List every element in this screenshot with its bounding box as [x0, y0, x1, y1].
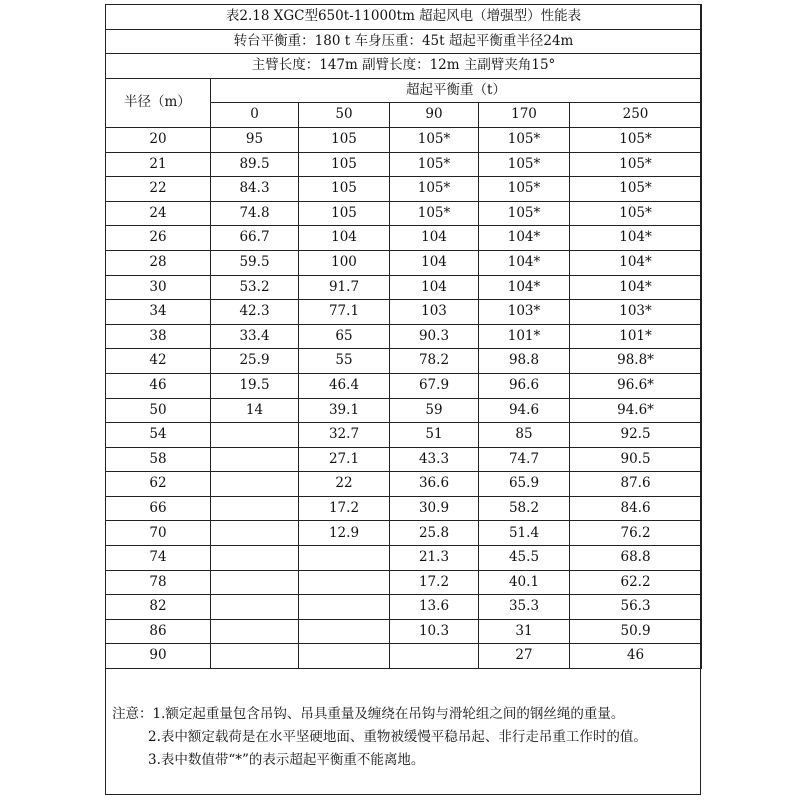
capacity-cell: 68.8 — [570, 546, 702, 571]
capacity-cell — [211, 570, 299, 595]
capacity-cell: 84.3 — [211, 177, 299, 202]
radius-cell: 58 — [106, 447, 211, 472]
counterweight-header: 超起平衡重（t） — [211, 78, 702, 103]
capacity-cell: 77.1 — [299, 300, 390, 325]
capacity-cell: 105* — [390, 127, 479, 152]
table-row — [106, 595, 702, 620]
capacity-cell — [299, 570, 390, 595]
capacity-cell: 105* — [570, 152, 702, 177]
capacity-cell: 56.3 — [570, 595, 702, 620]
table-row — [106, 521, 702, 546]
capacity-cell: 105 — [299, 201, 390, 226]
column-header: 0 — [211, 103, 299, 128]
capacity-cell: 105* — [570, 127, 702, 152]
radius-cell: 34 — [106, 300, 211, 325]
capacity-cell: 62.2 — [570, 570, 702, 595]
capacity-cell: 101* — [570, 324, 702, 349]
capacity-cell: 104* — [570, 250, 702, 275]
table-row — [106, 250, 702, 275]
capacity-cell: 25.9 — [211, 349, 299, 374]
capacity-cell: 98.8 — [479, 349, 570, 374]
note-line-1: 注意：1.额定起重量包含吊钩、吊具重量及缠绕在吊钩与滑轮组之间的钢丝绳的重量。 — [112, 706, 625, 722]
table-subtitle-boom: 主臂长度：147m 副臂长度：12m 主副臂夹角15° — [106, 54, 702, 79]
column-header: 250 — [570, 103, 702, 128]
radius-cell: 28 — [106, 250, 211, 275]
radius-cell: 74 — [106, 546, 211, 571]
capacity-cell: 17.2 — [390, 570, 479, 595]
table-title: 表2.18 XGC型650t-11000tm 超起风电（增强型）性能表 — [106, 5, 702, 30]
capacity-cell: 50.9 — [570, 619, 702, 644]
capacity-cell: 22 — [299, 472, 390, 497]
table-row — [106, 447, 702, 472]
capacity-cell: 36.6 — [390, 472, 479, 497]
capacity-cell: 98.8* — [570, 349, 702, 374]
radius-cell: 42 — [106, 349, 211, 374]
radius-cell: 20 — [106, 127, 211, 152]
radius-cell: 62 — [106, 472, 211, 497]
capacity-cell: 104 — [390, 250, 479, 275]
capacity-cell: 90.5 — [570, 447, 702, 472]
capacity-cell: 105* — [479, 201, 570, 226]
capacity-cell: 104* — [479, 250, 570, 275]
radius-cell: 22 — [106, 177, 211, 202]
capacity-cell — [211, 644, 299, 669]
capacity-cell: 43.3 — [390, 447, 479, 472]
table-row — [106, 324, 702, 349]
radius-cell: 46 — [106, 373, 211, 398]
column-header: 50 — [299, 103, 390, 128]
radius-cell: 86 — [106, 619, 211, 644]
capacity-cell: 104 — [299, 226, 390, 251]
capacity-cell — [211, 595, 299, 620]
capacity-cell: 27 — [479, 644, 570, 669]
capacity-cell: 104 — [390, 226, 479, 251]
capacity-cell: 104* — [570, 275, 702, 300]
table-row — [106, 373, 702, 398]
capacity-cell: 21.3 — [390, 546, 479, 571]
capacity-cell: 32.7 — [299, 423, 390, 448]
radius-cell: 54 — [106, 423, 211, 448]
capacity-cell: 90.3 — [390, 324, 479, 349]
performance-table — [105, 4, 702, 669]
table-row — [106, 226, 702, 251]
capacity-cell: 14 — [211, 398, 299, 423]
table-row — [106, 570, 702, 595]
table-row — [106, 152, 702, 177]
capacity-cell: 76.2 — [570, 521, 702, 546]
capacity-cell: 74.8 — [211, 201, 299, 226]
capacity-cell: 42.3 — [211, 300, 299, 325]
capacity-cell — [299, 595, 390, 620]
capacity-cell — [211, 521, 299, 546]
capacity-cell — [299, 546, 390, 571]
capacity-cell: 55 — [299, 349, 390, 374]
capacity-cell: 51.4 — [479, 521, 570, 546]
capacity-cell: 100 — [299, 250, 390, 275]
capacity-cell: 65.9 — [479, 472, 570, 497]
table-row — [106, 177, 702, 202]
capacity-cell — [299, 619, 390, 644]
capacity-cell: 105* — [479, 127, 570, 152]
capacity-cell: 25.8 — [390, 521, 479, 546]
capacity-cell: 105* — [390, 177, 479, 202]
capacity-cell — [299, 644, 390, 669]
capacity-cell: 104* — [479, 226, 570, 251]
table-row — [106, 423, 702, 448]
table-row — [106, 644, 702, 669]
table-row — [106, 619, 702, 644]
capacity-cell: 59 — [390, 398, 479, 423]
capacity-cell: 65 — [299, 324, 390, 349]
radius-cell: 50 — [106, 398, 211, 423]
capacity-cell: 51 — [390, 423, 479, 448]
capacity-cell: 78.2 — [390, 349, 479, 374]
note-line-2: 2.表中额定载荷是在水平坚硬地面、重物被缓慢平稳吊起、非行走吊重工作时的值。 — [148, 729, 647, 745]
capacity-cell: 85 — [479, 423, 570, 448]
capacity-cell: 104* — [570, 226, 702, 251]
table-subtitle-counterweight: 转台平衡重：180 t 车身压重：45t 超起平衡重半径24m — [106, 29, 702, 54]
capacity-cell: 58.2 — [479, 496, 570, 521]
capacity-cell: 96.6 — [479, 373, 570, 398]
radius-cell: 38 — [106, 324, 211, 349]
capacity-cell: 31 — [479, 619, 570, 644]
capacity-cell — [211, 496, 299, 521]
capacity-cell: 92.5 — [570, 423, 702, 448]
column-header: 170 — [479, 103, 570, 128]
capacity-cell: 74.7 — [479, 447, 570, 472]
capacity-cell: 84.6 — [570, 496, 702, 521]
capacity-cell: 105 — [299, 177, 390, 202]
capacity-cell: 53.2 — [211, 275, 299, 300]
note-line-3: 3.表中数值带“*”的表示超起平衡重不能离地。 — [148, 752, 425, 768]
capacity-cell: 13.6 — [390, 595, 479, 620]
capacity-cell: 12.9 — [299, 521, 390, 546]
capacity-cell: 105* — [390, 201, 479, 226]
capacity-cell: 46.4 — [299, 373, 390, 398]
table-row — [106, 496, 702, 521]
radius-cell: 78 — [106, 570, 211, 595]
capacity-cell: 19.5 — [211, 373, 299, 398]
capacity-cell: 103 — [390, 300, 479, 325]
radius-cell: 82 — [106, 595, 211, 620]
capacity-cell: 66.7 — [211, 226, 299, 251]
table-row — [106, 201, 702, 226]
table-row — [106, 546, 702, 571]
capacity-cell: 105* — [479, 152, 570, 177]
capacity-cell: 104* — [479, 275, 570, 300]
radius-cell: 24 — [106, 201, 211, 226]
table-row — [106, 398, 702, 423]
capacity-cell: 103* — [570, 300, 702, 325]
capacity-cell: 105* — [570, 177, 702, 202]
capacity-cell — [211, 546, 299, 571]
capacity-cell — [211, 423, 299, 448]
capacity-cell: 46 — [570, 644, 702, 669]
capacity-cell: 89.5 — [211, 152, 299, 177]
capacity-cell: 105* — [570, 201, 702, 226]
table-row — [106, 127, 702, 152]
radius-cell: 66 — [106, 496, 211, 521]
radius-cell: 21 — [106, 152, 211, 177]
capacity-cell — [211, 472, 299, 497]
capacity-cell: 95 — [211, 127, 299, 152]
capacity-cell: 45.5 — [479, 546, 570, 571]
capacity-cell: 27.1 — [299, 447, 390, 472]
capacity-cell: 105* — [390, 152, 479, 177]
capacity-cell: 105 — [299, 152, 390, 177]
capacity-cell: 105 — [299, 127, 390, 152]
capacity-cell: 87.6 — [570, 472, 702, 497]
radius-cell: 30 — [106, 275, 211, 300]
capacity-cell: 101* — [479, 324, 570, 349]
capacity-cell: 94.6* — [570, 398, 702, 423]
table-row — [106, 349, 702, 374]
capacity-cell: 94.6 — [479, 398, 570, 423]
capacity-cell: 59.5 — [211, 250, 299, 275]
radius-cell: 90 — [106, 644, 211, 669]
radius-cell: 70 — [106, 521, 211, 546]
capacity-cell — [390, 644, 479, 669]
capacity-cell: 91.7 — [299, 275, 390, 300]
capacity-cell — [211, 619, 299, 644]
capacity-cell: 96.6* — [570, 373, 702, 398]
table-row — [106, 300, 702, 325]
capacity-cell: 105* — [479, 177, 570, 202]
radius-cell: 26 — [106, 226, 211, 251]
table-row — [106, 472, 702, 497]
capacity-cell: 67.9 — [390, 373, 479, 398]
capacity-cell: 104 — [390, 275, 479, 300]
capacity-cell — [211, 447, 299, 472]
capacity-cell: 35.3 — [479, 595, 570, 620]
capacity-cell: 17.2 — [299, 496, 390, 521]
notes — [112, 703, 697, 772]
capacity-cell: 33.4 — [211, 324, 299, 349]
capacity-cell: 40.1 — [479, 570, 570, 595]
capacity-cell: 103* — [479, 300, 570, 325]
table-row — [106, 275, 702, 300]
radius-header: 半径（m） — [106, 78, 211, 127]
capacity-cell: 39.1 — [299, 398, 390, 423]
column-header: 90 — [390, 103, 479, 128]
capacity-cell: 10.3 — [390, 619, 479, 644]
capacity-cell: 30.9 — [390, 496, 479, 521]
